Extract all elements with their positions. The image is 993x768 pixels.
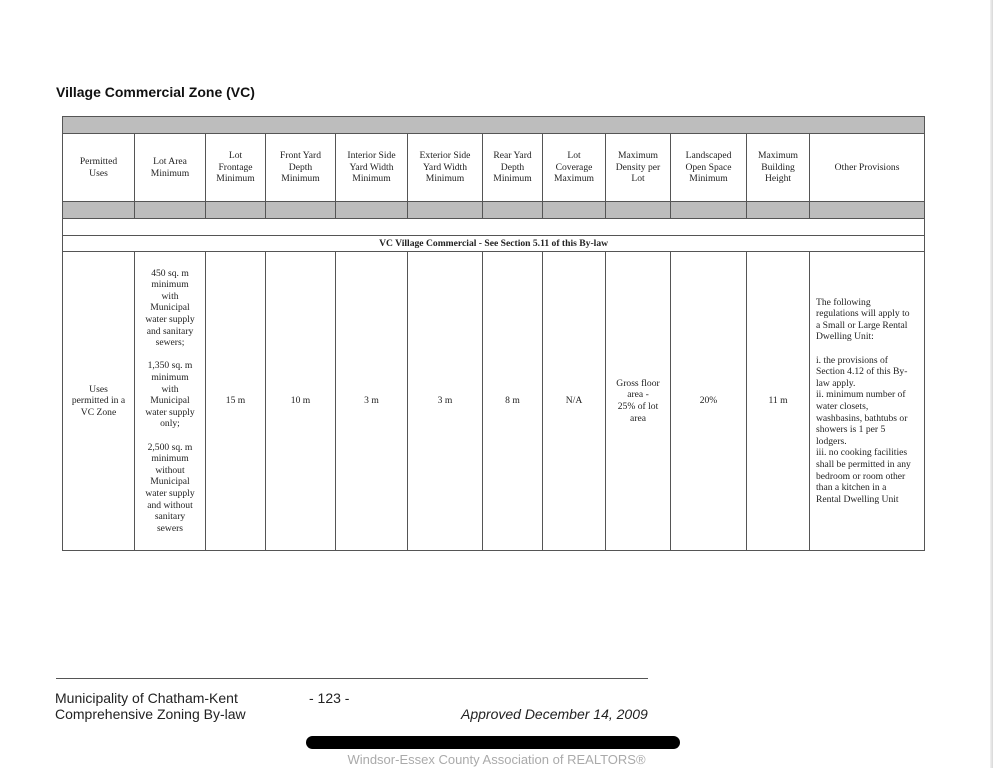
cell-permitted-uses bbox=[63, 252, 135, 551]
footer-divider bbox=[56, 678, 648, 679]
table-top-band bbox=[63, 117, 925, 134]
column-header-label: Front Yard Depth Minimum bbox=[279, 150, 322, 185]
redaction-bar bbox=[306, 736, 680, 749]
table-blank-row bbox=[63, 219, 925, 236]
column-header-label: Maximum Building Height bbox=[758, 150, 798, 185]
column-header bbox=[671, 134, 747, 202]
cell-height: 11 m bbox=[747, 252, 810, 551]
column-header bbox=[483, 134, 543, 202]
watermark: Windsor-Essex County Association of REALTORS® bbox=[347, 752, 646, 767]
table-header-row bbox=[63, 134, 925, 202]
cell-text: Uses permitted in a VC Zone bbox=[71, 383, 126, 418]
cell-exterior-side: 3 m bbox=[408, 252, 483, 551]
cell-lot-coverage: N/A bbox=[543, 252, 606, 551]
cell-text: The following regulations will apply to a Small or Large Rental Dwelling Unit: i. the provisions of Section 4.12 of this By- law apply. ii. minimum number of water closets, washbasins, bathtubs or showers is 1 per 5 lodgers. iii. no cooking facilities shall be permitted in any bedroom or room other than a kitchen in a Rental Dwelling Unit bbox=[816, 296, 911, 505]
column-header bbox=[336, 134, 408, 202]
column-header-label: Interior Side Yard Width Minimum bbox=[347, 150, 396, 185]
cell-text: Gross floor area - 25% of lot area bbox=[616, 377, 660, 424]
column-header bbox=[408, 134, 483, 202]
cell-other-provisions bbox=[810, 252, 925, 551]
column-header-label: Landscaped Open Space Minimum bbox=[685, 150, 732, 185]
column-header-label: Lot Coverage Maximum bbox=[554, 150, 594, 185]
table-row bbox=[63, 252, 925, 551]
column-header-label: Maximum Density per Lot bbox=[615, 150, 661, 185]
cell-landscaped: 20% bbox=[671, 252, 747, 551]
column-header bbox=[543, 134, 606, 202]
column-header-label: Rear Yard Depth Minimum bbox=[493, 150, 532, 185]
section-label: VC Village Commercial - See Section 5.11 of this By-law bbox=[63, 236, 925, 252]
table-section-row bbox=[63, 236, 925, 252]
column-header bbox=[206, 134, 266, 202]
cell-interior-side: 3 m bbox=[336, 252, 408, 551]
column-header bbox=[63, 134, 135, 202]
column-header-label: Permitted Uses bbox=[79, 155, 118, 179]
footer-municipality: Municipality of Chatham-Kent bbox=[55, 690, 238, 706]
page-title: Village Commercial Zone (VC) bbox=[56, 84, 255, 100]
table-mid-band bbox=[63, 202, 925, 219]
zoning-table bbox=[62, 116, 925, 551]
column-header bbox=[135, 134, 206, 202]
column-header bbox=[810, 134, 925, 202]
approval-date: Approved December 14, 2009 bbox=[461, 706, 648, 722]
cell-lot-area bbox=[135, 252, 206, 551]
column-header bbox=[606, 134, 671, 202]
cell-density bbox=[606, 252, 671, 551]
column-header-label: Lot Frontage Minimum bbox=[216, 150, 255, 185]
cell-lot-frontage: 15 m bbox=[206, 252, 266, 551]
column-header-label: Lot Area Minimum bbox=[150, 155, 190, 179]
column-header bbox=[266, 134, 336, 202]
cell-rear-yard: 8 m bbox=[483, 252, 543, 551]
column-header-label: Exterior Side Yard Width Minimum bbox=[419, 150, 471, 185]
column-header bbox=[747, 134, 810, 202]
cell-text: 450 sq. m minimum with Municipal water supply and sanitary sewers; 1,350 sq. m minimum with Municipal water supply only; 2,500 sq. m minimum without Municipal water supply and without sanitary sewers bbox=[145, 267, 195, 534]
page-number: - 123 - bbox=[309, 690, 350, 706]
column-header-label: Other Provisions bbox=[834, 161, 900, 173]
footer-bylaw: Comprehensive Zoning By-law bbox=[55, 706, 246, 722]
cell-front-yard: 10 m bbox=[266, 252, 336, 551]
